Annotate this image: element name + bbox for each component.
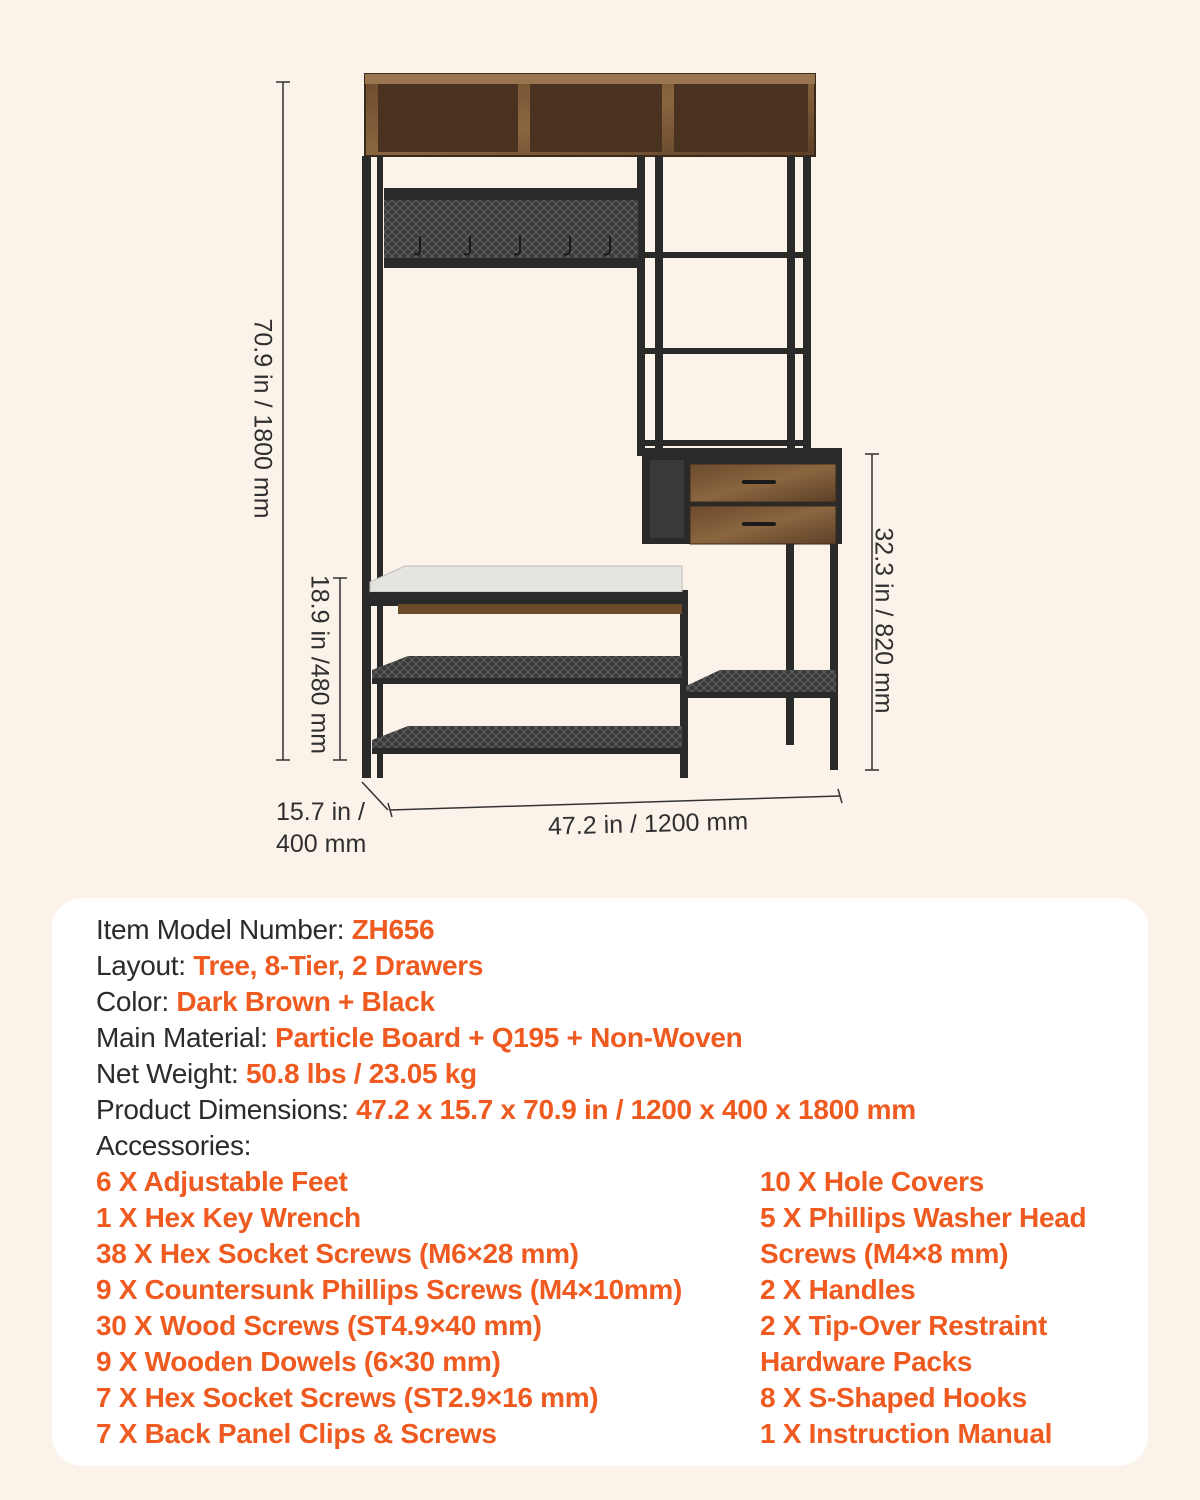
depth-label-line2: 400 mm	[276, 830, 367, 858]
right-shelves	[645, 252, 803, 446]
accessory-left-item: 7 X Back Panel Clips & Screws	[96, 1418, 497, 1449]
accessory-left-item: 7 X Hex Socket Screws (ST2.9×16 mm)	[96, 1382, 599, 1413]
top-shelf-cubbies	[365, 74, 815, 156]
accessory-right-item: Screws (M4×8 mm)	[760, 1238, 1009, 1269]
spec-accessories-label: Accessories:	[96, 1130, 252, 1161]
accessory-right-item: 8 X S-Shaped Hooks	[760, 1382, 1027, 1413]
accessory-left-item: 30 X Wood Screws (ST4.9×40 mm)	[96, 1310, 542, 1341]
height-total-label: 70.9 in / 1800 mm	[248, 318, 277, 519]
accessory-right-item: 1 X Instruction Manual	[760, 1418, 1053, 1449]
accessory-left-item: 1 X Hex Key Wrench	[96, 1202, 361, 1233]
accessory-left-item: 9 X Countersunk Phillips Screws (M4×10mm)	[96, 1274, 682, 1305]
spec-model: Item Model Number: ZH656	[96, 914, 435, 945]
drawer-height-label: 32.3 in / 820 mm	[869, 527, 898, 714]
accessory-right-item: 10 X Hole Covers	[760, 1166, 984, 1197]
accessory-right-item: Hardware Packs	[760, 1346, 973, 1377]
accessory-left-item: 38 X Hex Socket Screws (M6×28 mm)	[96, 1238, 579, 1269]
shoe-shelves	[372, 656, 836, 754]
width-label: 47.2 in / 1200 mm	[547, 807, 749, 841]
spec-color: Color: Dark Brown + Black	[96, 986, 435, 1017]
accessory-right-item: 5 X Phillips Washer Head	[760, 1202, 1087, 1233]
mesh-hook-panel	[384, 188, 638, 268]
bench-height-label: 18.9 in /480 mm	[305, 574, 334, 755]
spec-weight: Net Weight: 50.8 lbs / 23.05 kg	[96, 1058, 477, 1089]
spec-layout: Layout: Tree, 8-Tier, 2 Drawers	[96, 950, 484, 981]
accessory-right-item: 2 X Handles	[760, 1274, 916, 1305]
bench-seat	[370, 566, 682, 614]
accessory-right-item: 2 X Tip-Over Restraint	[760, 1310, 1047, 1341]
accessory-left-item: 9 X Wooden Dowels (6×30 mm)	[96, 1346, 501, 1377]
drawer-unit	[642, 448, 842, 544]
depth-label-line1: 15.7 in /	[276, 798, 365, 826]
accessory-left-item: 6 X Adjustable Feet	[96, 1166, 348, 1197]
spec-material: Main Material: Particle Board + Q195 + Non-Woven	[96, 1022, 743, 1053]
spec-dimensions: Product Dimensions: 47.2 x 15.7 x 70.9 in / 1200 x 400 x 1800 mm	[96, 1094, 916, 1125]
